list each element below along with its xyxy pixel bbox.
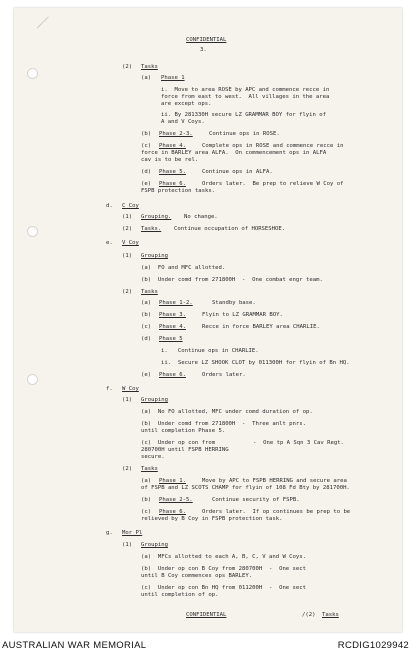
text-line-l15: d. <box>106 203 113 209</box>
text-line-l37: secure. <box>141 454 165 460</box>
text-line-l44b: Mor Pl <box>122 530 143 536</box>
text-line-l30b: W Coy <box>122 386 139 392</box>
text-line-l8c: Continue ops in ROSE. <box>209 131 280 137</box>
text-line-l30: f. <box>106 386 113 392</box>
continuation-prefix: /(2) <box>302 612 316 618</box>
text-line-l47: (b) Under op con B Coy from 280700H - One sect <box>141 566 307 572</box>
text-line-l25b: Phase 4. <box>159 324 186 330</box>
archive-id: RCDIG1029942 <box>337 640 409 651</box>
text-line-l20: (a) FO and MFC allotted. <box>141 265 226 271</box>
text-line-l9c: Complete ops in ROSE and commence recce in <box>202 143 344 149</box>
page-number: 3. <box>200 47 207 53</box>
text-line-l41c: Continue security of FSPB. <box>212 497 300 503</box>
header-confidential: CONFIDENTIAL <box>186 37 227 43</box>
text-line-l23: (a) <box>141 300 152 306</box>
text-line-l42c: Orders later. If op continues be prep to be <box>202 509 351 515</box>
text-line-l49: (c) Under op con Bn HQ from 011200H - One sect <box>141 585 307 591</box>
text-line-l8: (b) <box>141 131 152 137</box>
text-line-l26b: Phase 5 <box>159 336 183 342</box>
punch-hole-bottom <box>27 374 38 385</box>
text-line-l14: FSPB protection tasks. <box>141 188 216 194</box>
text-line-l41b: Phase 2-5. <box>159 497 193 503</box>
text-line-l39c: Move by APC to FSPB HERRING and secure area <box>202 478 347 484</box>
text-line-l10: force in BARLEY area ALFA. On commencement ops in ALFA <box>141 150 327 156</box>
punch-hole-top <box>27 68 38 79</box>
text-line-l35: (c) Under op con from <box>141 440 216 446</box>
text-line-l23b: Phase 1-2. <box>159 300 193 306</box>
text-line-l46: (a) MFCs allotted to each A, B, C, V and W Coys. <box>141 554 307 560</box>
text-line-l24b: Phase 3. <box>159 312 186 318</box>
text-line-l42: (c) <box>141 509 152 515</box>
text-line-l16: (1) <box>122 214 133 220</box>
punch-hole-middle <box>27 226 38 237</box>
text-line-l13c: Orders later. Be prep to relieve W Coy of <box>202 181 344 187</box>
text-line-l12b: Phase 5. <box>159 169 186 175</box>
text-line-l17: (2) <box>122 226 133 232</box>
text-line-l39b: Phase 1. <box>159 478 186 484</box>
text-line-l26: (d) <box>141 336 152 342</box>
text-line-l4: force from east to west. All villages in the area <box>161 94 330 100</box>
text-line-l15b: C Coy <box>122 203 139 209</box>
text-line-l2b: Phase 1 <box>161 75 185 81</box>
text-line-l16b: Grouping. <box>141 214 172 220</box>
text-line-l25: (c) <box>141 324 152 330</box>
text-line-l41: (b) <box>141 497 152 503</box>
text-line-l22b: Tasks <box>141 289 158 295</box>
text-line-l39: (a) <box>141 478 152 484</box>
text-line-l18b: V Coy <box>122 240 139 246</box>
text-line-l23c: Standby base. <box>212 300 256 306</box>
text-line-l22: (2) <box>122 289 133 295</box>
footer-confidential: CONFIDENTIAL <box>186 612 227 618</box>
text-line-l17c: Continue occupation of HORSESHOE. <box>174 226 286 232</box>
text-line-l44: g. <box>106 530 113 536</box>
text-line-l6: ii. By 281330H secure LZ GRAMMAR BOY for flyin of <box>161 112 327 118</box>
text-line-l34: until completion Phase 5. <box>141 428 226 434</box>
text-line-l42b: Phase 6. <box>159 509 186 515</box>
text-line-l35b: - One tp A Sqn 3 Cav Regt. <box>253 440 344 446</box>
text-line-l38: (2) <box>122 466 133 472</box>
text-line-l38b: Tasks <box>141 466 158 472</box>
text-line-l21: (b) Under comd from 271800H - One combat engr team. <box>141 277 323 283</box>
text-line-l24: (b) <box>141 312 152 318</box>
text-line-l1b: Tasks <box>141 64 158 70</box>
text-line-l5: are except ops. <box>161 101 212 107</box>
text-line-l11: cav is to be rel. <box>141 157 199 163</box>
text-line-l1: (2) <box>122 64 133 70</box>
text-line-l2: (a) <box>141 75 152 81</box>
text-line-l19: (1) <box>122 253 133 259</box>
text-line-l50: until completion of op. <box>141 592 219 598</box>
text-line-l29b: Phase 6. <box>159 372 186 378</box>
archive-name: AUSTRALIAN WAR MEMORIAL <box>2 640 147 651</box>
text-line-l18: e. <box>106 240 113 246</box>
text-line-l8b: Phase 2-3. <box>159 131 193 137</box>
text-line-l32: (a) No FO allotted, MFC under comd duration of op. <box>141 409 313 415</box>
text-line-l19b: Grouping <box>141 253 168 259</box>
text-line-l16c: No change. <box>184 214 218 220</box>
text-line-l45b: Grouping <box>141 542 168 548</box>
text-line-l36: 280700H until FSPB HERRING <box>141 447 229 453</box>
text-line-l29c: Orders later. <box>202 372 246 378</box>
text-line-l27: i. Continue ops in CHARLIE. <box>161 348 259 354</box>
text-line-l48: until B Coy commences ops BARLEY. <box>141 573 253 579</box>
text-line-l12c: Continue ops in ALFA. <box>202 169 273 175</box>
text-line-l9b: Phase 4. <box>159 143 186 149</box>
text-line-l13b: Phase 6. <box>159 181 186 187</box>
text-line-l12: (d) <box>141 169 152 175</box>
text-line-l9: (c) <box>141 143 152 149</box>
text-line-l43: relieved by B Coy in FSPB protection task. <box>141 516 283 522</box>
continuation-word: Tasks <box>322 612 339 618</box>
text-line-l40: of FSPB and LZ SCOTS CHAMP for flyin of 108 Fd Bty by 281700H. <box>141 485 350 491</box>
text-line-l31: (1) <box>122 397 133 403</box>
text-line-l45: (1) <box>122 542 133 548</box>
text-line-l28: ii. Secure LZ SHOOK CLOT by 011300H for flyin of Bn HQ. <box>161 360 350 366</box>
text-line-l7: A and V Coys. <box>161 119 205 125</box>
folded-corner <box>37 16 60 39</box>
text-line-l3: i. Move to area ROSE by APC and commence recce in <box>161 87 330 93</box>
text-line-l29: (e) <box>141 372 152 378</box>
text-line-l24c: Flyin to LZ GRAMMAR BOY. <box>202 312 283 318</box>
archive-footer <box>0 636 413 654</box>
text-line-l17b: Tasks. <box>141 226 162 232</box>
text-line-l31b: Grouping <box>141 397 168 403</box>
text-line-l33: (b) Under comd from 271800H - Three anlt pnrs. <box>141 421 307 427</box>
text-line-l25c: Recce in force BARLEY area CHARLIE. <box>202 324 320 330</box>
text-line-l13: (e) <box>141 181 152 187</box>
